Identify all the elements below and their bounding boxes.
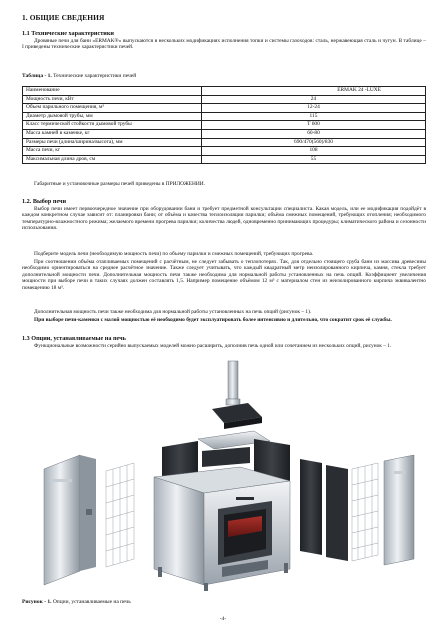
table-header-row bbox=[23, 87, 426, 96]
subsection-title-specs: 1.1 Технические характеристики bbox=[22, 30, 114, 37]
heat-exchanger-panel bbox=[384, 455, 414, 565]
table-cell-label: Масса камней в каменке, кг bbox=[23, 129, 202, 138]
top-cover-panel bbox=[212, 403, 262, 429]
table-cell-value: 108 bbox=[202, 147, 426, 156]
table-cell-label: Объем парильного помещения, м³ bbox=[23, 104, 202, 113]
table-cell-value: 115 bbox=[202, 112, 426, 121]
table-row bbox=[23, 138, 426, 147]
table-cell-value: 60-80 bbox=[202, 129, 426, 138]
subsection-title-options: 1.3 Опции, устанавливаемые на печь bbox=[22, 335, 126, 342]
figure-caption-label: Рисунок - 1. bbox=[22, 599, 52, 605]
choice-warning: При выборе печи-каменки с малой мощностью её необходимо будет эксплуатировать более интенсивно и длительно, что сократит срок её службы. bbox=[34, 317, 392, 323]
table-cell-label: Масса печи, кг bbox=[23, 147, 202, 156]
table-cell-label: Класс термической стойкости дымовой трубы bbox=[23, 121, 202, 130]
side-cladding-panels bbox=[300, 459, 348, 561]
table-row bbox=[23, 147, 426, 156]
specs-intro-paragraph: Дровяные печи для бани «ERMAK®» выпускаются в нескольких модификациях исполнения топки и системы газоходов: сталь, нержавеющая сталь и чугун. В таблице – I приведены технические характеристики печей. bbox=[22, 38, 426, 51]
subsection-title-choice: 1.2. Выбор печи bbox=[22, 198, 67, 205]
table-row bbox=[23, 121, 426, 130]
table-header-model: ERMAK 24 -LUXE bbox=[202, 87, 426, 96]
table-caption-label: Таблица - 1. bbox=[22, 73, 52, 79]
section-heading: 1. ОБЩИЕ СВЕДЕНИЯ bbox=[22, 13, 105, 22]
table-row bbox=[23, 129, 426, 138]
table-cell-value: 690/470(560)/830 bbox=[202, 138, 426, 147]
table-cell-value: T 600 bbox=[202, 121, 426, 130]
stove-body bbox=[154, 467, 290, 591]
table-header-name: Наименование bbox=[23, 87, 202, 96]
specifications-table bbox=[22, 86, 426, 164]
table-cell-value: 55 bbox=[202, 155, 426, 164]
table-row bbox=[23, 95, 426, 104]
choice-paragraph-2: Подберите модель печи (необходимую мощность печи) по объему парилки и смежных помещений, требующих прогрева. bbox=[34, 251, 314, 257]
choice-paragraph-1: Выбор печи имеет первоочередное значение при оборудовании бани и требует предметной консультации специалиста. Какая модель, или ее модификация подойдёт в каждом конкретном случае зависит от: планировки бани; от объёма и качества теплоизоляции парилки; объёма смежных помещений, требующих отопления; необходимого температурно-влажностного режима; желаемого времени прогрева парилки; количества людей, одновременно принимающих процедуры; климатического района и сезонности использования. bbox=[22, 206, 426, 232]
options-paragraph: Функциональные возможности серийно выпускаемых моделей можно расширить, дополнив печь одной или сочетанием из нескольких опций, рисунок – 1. bbox=[34, 343, 392, 349]
table-caption-text: Технические характеристики печей bbox=[51, 73, 137, 79]
table-cell-value: 24 bbox=[202, 95, 426, 104]
figure-caption-text: Опции, устанавливаемые на печь bbox=[51, 599, 131, 605]
table-cell-label: Мощность печи, кВт bbox=[23, 95, 202, 104]
choice-paragraph-3: При соотношении объёма отапливаемых помещений с расчётным, не следует забывать о теплопотерях. Так, для отдельно стоящего сруба бани из массива древесины необходимо ориентироваться на среднее расчётное значение. Также следует учитывать, что каждый квадратный метр неизолированного кирпича, камня, стекла требует дополнительной мощности печи. Дополнительная мощность печи также необходима для нормальной работы установленных на печь опций. Коэффициент увеличения мощности при выборе печи в таких случаях должен составлять 1,5. Например помещение объёмом 12 м³ с материалом стен из неизолированного кирпича эквивалентно помещению 18 м³. bbox=[22, 259, 426, 291]
table-caption bbox=[22, 73, 136, 79]
chimney-pipe bbox=[226, 361, 240, 405]
page-number: -4- bbox=[219, 616, 227, 622]
figure-caption bbox=[22, 599, 131, 605]
table-cell-value: 12-24 bbox=[202, 104, 426, 113]
stone-mesh-cage-left bbox=[106, 463, 134, 567]
dimensions-note: Габаритные и установочные размеры печей приведены в ПРИЛОЖЕНИИ. bbox=[34, 181, 206, 187]
table-row bbox=[23, 104, 426, 113]
table-row bbox=[23, 155, 426, 164]
water-tank-option bbox=[44, 455, 96, 585]
table-cell-label: Диаметр дымовой трубы, мм bbox=[23, 112, 202, 121]
table-row bbox=[23, 112, 426, 121]
stone-mesh-cage-right bbox=[352, 463, 378, 561]
table-cell-label: Размеры печи (длина/ширина/высота), мм bbox=[23, 138, 202, 147]
stove-options-illustration bbox=[22, 359, 426, 595]
table-cell-label: Максимальная длина дров, см bbox=[23, 155, 202, 164]
choice-paragraph-4: Дополнительная мощность печи также необходима для нормальной работы установленных на печь опций (рисунок – 1). bbox=[34, 309, 312, 315]
